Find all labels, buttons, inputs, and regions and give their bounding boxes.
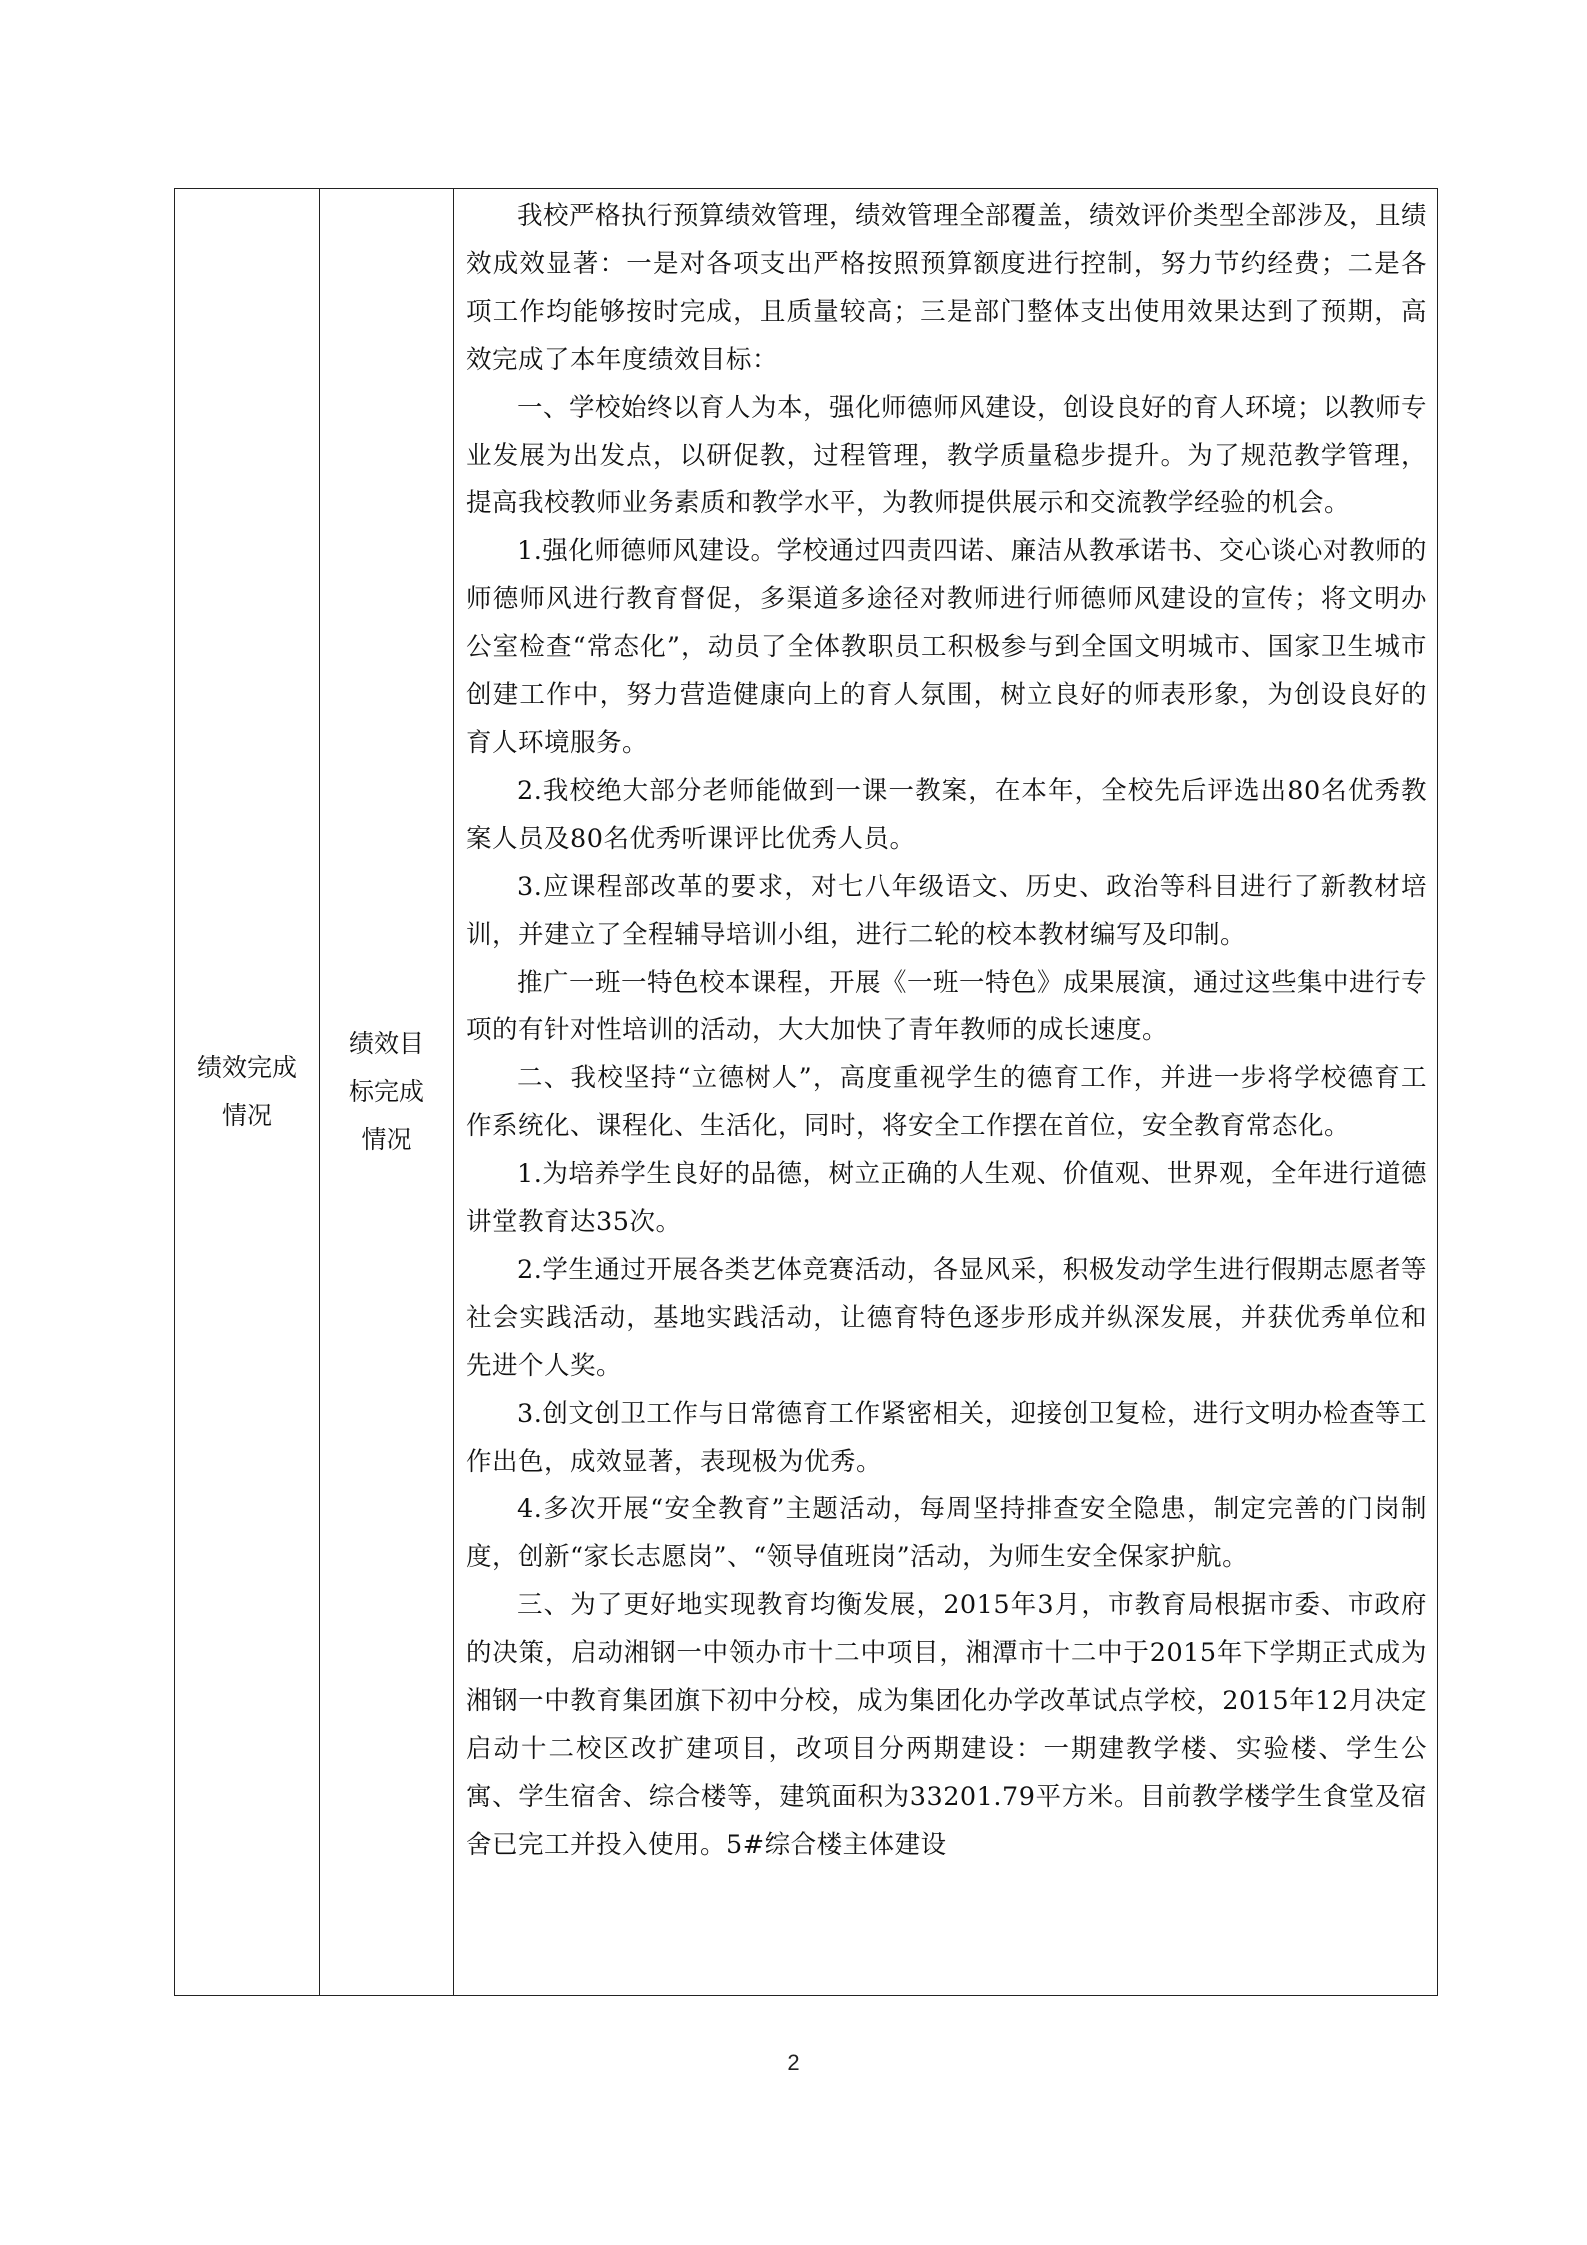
paragraph-item: 4.多次开展“安全教育”主题活动，每周坚持排查安全隐患，制定完善的门岗制度，创新“家长志愿岗”、“领导值班岗”活动，为师生安全保家护航。 [466,1494,1427,1573]
page-number: 2 [787,2050,800,2075]
category-label-line: 情况 [221,1101,272,1130]
paragraph-item: 2.我校绝大部分老师能做到一课一教案，在本年，全校先后评选出80名优秀教案人员及80名优秀听课评比优秀人员。 [466,775,1427,854]
paragraph-summary: 我校严格执行预算绩效管理，绩效管理全部覆盖，绩效评价类型全部涉及，且绩效成效显著：一是对各项支出严格按照预算额度进行控制，努力节约经费；二是各项工作均能够按时完成，且质量较高；三是部门整体支出使用效果达到了预期，高效完成了本年度绩效目标： [466,201,1427,375]
performance-table [174,188,1438,1996]
paragraph-item: 1.为培养学生良好的品德，树立正确的人生观、价值观、世界观，全年进行道德讲堂教育达35次。 [466,1159,1427,1238]
table-row [175,189,1438,1996]
paragraph-section-1: 一、学校始终以育人为本，强化师德师风建设，创设良好的育人环境；以教师专业发展为出发点，以研促教，过程管理，教学质量稳步提升。为了规范教学管理，提高我校教师业务素质和教学水平，为教师提供展示和交流教学经验的机会。 [466,392,1427,519]
category-cell [175,189,320,1996]
paragraph-item: 3.应课程部改革的要求，对七八年级语文、历史、政治等科目进行了新教材培训，并建立了全程辅导培训小组，进行二轮的校本教材编写及印制。 [466,871,1427,950]
paragraph-item: 2.学生通过开展各类艺体竞赛活动，各显风采，积极发动学生进行假期志愿者等社会实践活动，基地实践活动，让德育特色逐步形成并纵深发展，并获优秀单位和先进个人奖。 [466,1254,1427,1381]
paragraph-item: 3.创文创卫工作与日常德育工作紧密相关，迎接创卫复检，进行文明办检查等工作出色，成效显著，表现极为优秀。 [466,1398,1427,1477]
paragraph-section-3: 三、为了更好地实现教育均衡发展，2015年3月，市教育局根据市委、市政府的决策，启动湘钢一中领办市十二中项目，湘潭市十二中于2015年下学期正式成为湘钢一中教育集团旗下初中分校，成为集团化办学改革试点学校，2015年12月决定启动十二校区改扩建项目，改项目分两期建设：一期建教学楼、实验楼、学生公寓、学生宿舍、综合楼等，建筑面积为33201.79平方米。目前教学楼学生食堂及宿舍已完工并投入使用。5#综合楼主体建设 [466,1590,1427,1860]
subcategory-label-line: 绩效目 [348,1029,424,1058]
category-label-line: 绩效完成 [196,1053,297,1082]
subcategory-label-line: 情况 [361,1125,412,1154]
subcategory-label-line: 标完成 [348,1077,424,1106]
paragraph-item: 1.强化师德师风建设。学校通过四责四诺、廉洁从教承诺书、交心谈心对教师的师德师风进行教育督促，多渠道多途径对教师进行师德师风建设的宣传；将文明办公室检查“常态化”，动员了全体教职员工积极参与到全国文明城市、国家卫生城市创建工作中，努力营造健康向上的育人氛围，树立良好的师表形象，为创设良好的育人环境服务。 [466,536,1427,758]
paragraph-item: 推广一班一特色校本课程，开展《一班一特色》成果展演，通过这些集中进行专项的有针对性培训的活动，大大加快了青年教师的成长速度。 [466,967,1427,1046]
content-cell [454,189,1438,1996]
content-body [466,193,1427,1995]
paragraph-section-2: 二、我校坚持“立德树人”，高度重视学生的德育工作，并进一步将学校德育工作系统化、课程化、生活化，同时，将安全工作摆在首位，安全教育常态化。 [466,1063,1427,1142]
subcategory-cell [320,189,454,1996]
